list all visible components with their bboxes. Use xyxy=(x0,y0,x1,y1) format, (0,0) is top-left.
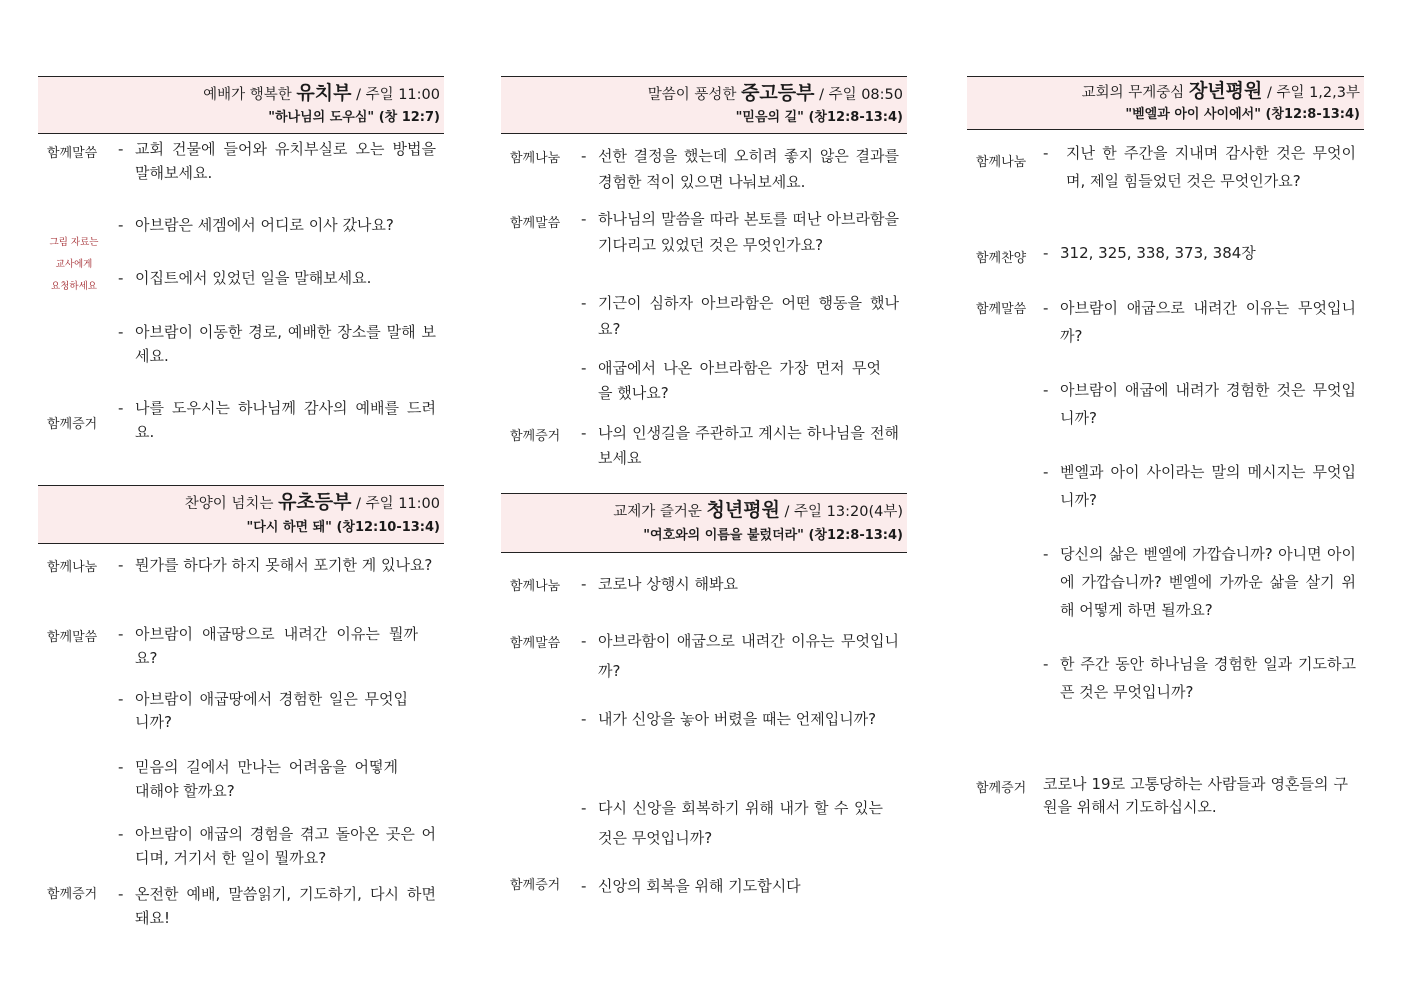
adult-dept: 장년평원 xyxy=(1188,80,1263,102)
elementary-label-witness: 함께증거 xyxy=(47,887,98,902)
elementary-dept: 유초등부 xyxy=(278,491,352,513)
list-item: - 아브라함이 애굽으로 내려간 이유는 무엇입니까? xyxy=(581,632,899,680)
list-item: - 믿음의 길에서 만나는 어려움을 어떻게 대해야 할까요? xyxy=(118,758,398,800)
kindergarten-note xyxy=(46,232,102,298)
list-item: - 아브람은 세겜에서 어디로 이사 갔나요? xyxy=(118,216,394,234)
list-item: - 이집트에서 있었던 일을 말해보세요. xyxy=(118,269,372,287)
kindergarten-dept: 유치부 xyxy=(296,82,352,104)
elementary-title-pre: 찬양이 넘치는 xyxy=(184,496,274,512)
youth-header xyxy=(501,76,907,134)
list-item: - 아브람이 이동한 경로, 예배한 장소를 말해 보세요. xyxy=(118,323,436,365)
youth-title-line xyxy=(505,83,903,105)
elementary-label-share: 함께나눔 xyxy=(47,560,98,575)
young-adult-dept: 청년평원 xyxy=(706,499,780,521)
list-item: - 나를 도우시는 하나님께 감사의 예배를 드려요. xyxy=(118,399,436,441)
list-item: - 뭔가를 하다가 하지 못해서 포기한 게 있나요? xyxy=(118,556,433,574)
kindergarten-note-line: 그림 자료는 xyxy=(49,237,99,248)
young-adult-label-word: 함께말씀 xyxy=(510,636,561,651)
youth-theme: "믿음의 길" (창12:8-13:4) xyxy=(735,110,903,125)
list-item: - 아브람이 애굽땅에서 경험한 일은 무엇입니까? xyxy=(118,690,408,731)
list-item: - 나의 인생길을 주관하고 계시는 하나님을 전해보세요 xyxy=(581,424,899,467)
kindergarten-title-pre: 예배가 행복한 xyxy=(203,87,292,103)
adult-title-pre: 교회의 무게중심 xyxy=(1081,85,1185,101)
youth-label-word: 함께말씀 xyxy=(510,216,561,231)
young-adult-title-line xyxy=(505,500,903,522)
list-item: - 온전한 예배, 말씀읽기, 기도하기, 다시 하면 돼요! xyxy=(118,885,436,927)
youth-dept: 중고등부 xyxy=(741,82,815,104)
youth-time: / 주일 08:50 xyxy=(814,87,903,103)
adult-label-word: 함께말씀 xyxy=(976,302,1027,317)
young-adult-label-share: 함께나눔 xyxy=(510,579,561,594)
list-item: - 당신의 삶은 벧엘에 가깝습니까? 아니면 아이에 가깝습니까? 벧엘에 가까운 삶을 살기 위해 어떻게 하면 될까요? xyxy=(1043,545,1356,619)
list-item: - 애굽에서 나온 아브라함은 가장 먼저 무엇을 했나요? xyxy=(581,359,881,402)
youth-title-pre: 말씀이 풍성한 xyxy=(647,87,737,103)
list-item: - 아브람이 애굽의 경험을 겪고 돌아온 곳은 어디며, 거기서 한 일이 뭘까요? xyxy=(118,825,436,867)
kindergarten-note-line: 요청하세요 xyxy=(51,281,97,292)
kindergarten-title-line xyxy=(42,83,440,105)
list-item: - 아브람이 애굽에 내려가 경험한 것은 무엇입니까? xyxy=(1043,381,1356,427)
young-adult-label-witness: 함께증거 xyxy=(510,878,561,893)
adult-theme: "벧엘과 아이 사이에서" (창12:8-13:4) xyxy=(1125,107,1360,122)
list-item: - 내가 신앙을 놓아 버렸을 때는 언제입니까? xyxy=(581,710,877,728)
adult-title-line xyxy=(971,81,1360,103)
young-adult-theme: "여호와의 이름을 불렀더라" (창12:8-13:4) xyxy=(643,528,903,543)
adult-header xyxy=(967,76,1364,130)
elementary-theme: "다시 하면 돼" (창12:10-13:4) xyxy=(246,520,440,535)
list-item: - 312, 325, 338, 373, 384장 xyxy=(1043,244,1256,262)
elementary-label-word: 함께말씀 xyxy=(47,630,98,645)
elementary-title-line xyxy=(42,492,440,514)
elementary-time: / 주일 11:00 xyxy=(351,496,440,512)
adult-label-witness: 함께증거 xyxy=(976,781,1027,796)
kindergarten-time: / 주일 11:00 xyxy=(351,87,440,103)
kindergarten-theme: "하나님의 도우심" (창 12:7) xyxy=(268,110,440,125)
list-item: - 코로나 상행시 해봐요 xyxy=(581,575,738,593)
kindergarten-label-witness: 함께증거 xyxy=(47,417,98,432)
young-adult-header xyxy=(501,493,907,553)
kindergarten-note-line: 교사에게 xyxy=(55,259,93,270)
list-item: - 교회 건물에 들어와 유치부실로 오는 방법을 말해보세요. xyxy=(118,140,436,182)
youth-label-share: 함께나눔 xyxy=(510,151,561,166)
list-item: - 신앙의 회복을 위해 기도합시다 xyxy=(581,877,801,895)
list-item: - 기근이 심하자 아브라함은 어떤 행동을 했나요? xyxy=(581,294,899,338)
list-item: - 벧엘과 아이 사이라는 말의 메시지는 무엇입니까? xyxy=(1043,463,1356,509)
list-item: 코로나 19로 고통당하는 사람들과 영혼들의 구원을 위해서 기도하십시오. xyxy=(1043,775,1348,816)
list-item: - 다시 신앙을 회복하기 위해 내가 할 수 있는 것은 무엇입니까? xyxy=(581,799,883,847)
adult-label-share: 함께나눔 xyxy=(976,155,1027,170)
adult-label-praise: 함께찬양 xyxy=(976,251,1027,266)
kindergarten-label-word: 함께말씀 xyxy=(47,146,98,161)
list-item: - 한 주간 동안 하나님을 경험한 일과 기도하고픈 것은 무엇입니까? xyxy=(1043,655,1356,701)
elementary-header xyxy=(38,485,444,544)
list-item: - 아브람이 애굽으로 내려간 이유는 무엇입니까? xyxy=(1043,299,1356,345)
list-item: - 하나님의 말씀을 따라 본토를 떠난 아브라함을 기다리고 있었던 것은 무엇인가요? xyxy=(581,210,899,254)
young-adult-time: / 주일 13:20(4부) xyxy=(779,504,903,520)
list-item: - 아브람이 애굽땅으로 내려간 이유는 뭘까요? xyxy=(118,625,418,667)
youth-label-witness: 함께증거 xyxy=(510,429,561,444)
young-adult-title-pre: 교제가 즐거운 xyxy=(613,504,702,520)
list-item: - 선한 결정을 했는데 오히려 좋지 않은 결과를 경험한 적이 있으면 나눠보세요. xyxy=(581,147,899,191)
list-item: - 지난 한 주간을 지내며 감사한 것은 무엇이며, 제일 힘들었던 것은 무엇인가요? xyxy=(1043,144,1356,190)
adult-time: / 주일 1,2,3부 xyxy=(1262,85,1360,101)
kindergarten-header xyxy=(38,76,444,134)
